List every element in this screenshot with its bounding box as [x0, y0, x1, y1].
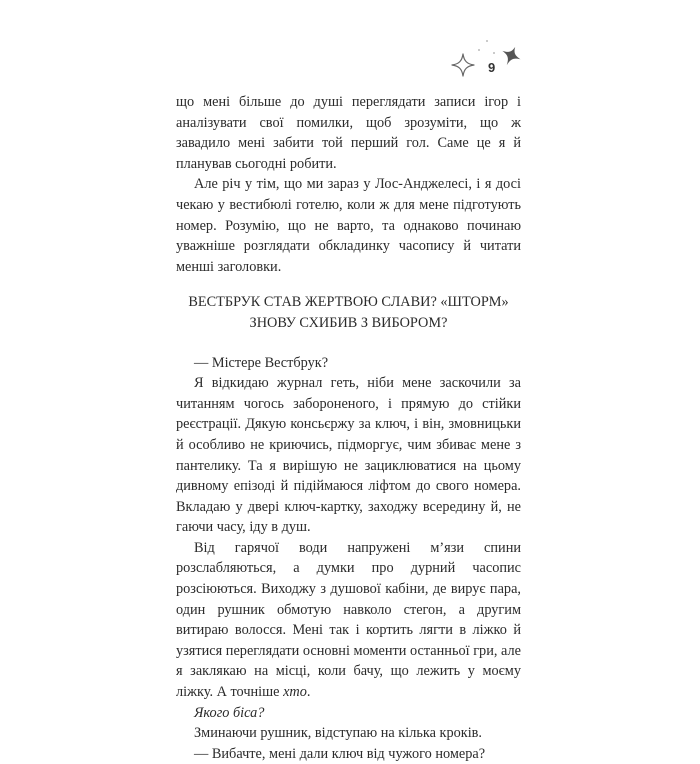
page-number: 9	[488, 60, 496, 75]
sparkle-dot	[478, 49, 480, 51]
magazine-headline: ВЕСТБРУК СТАВ ЖЕРТВОЮ СЛАВИ? «ШТОРМ» ЗНОВУ СХИБИВ З ВИБОРОМ?	[188, 294, 509, 331]
sparkle-dot	[486, 40, 488, 42]
paragraph: Але річ у тім, що ми зараз у Лос-Анджелесі, і я досі чекаю у вестибюлі готелю, коли ж для мене підготують номер. Розумію, що не варто, та однаково починаю уважніше розглядати обкладинку часопису й читати менші заголовки.	[176, 176, 521, 275]
emphasis-text: хто	[283, 684, 307, 701]
paragraph	[176, 538, 521, 703]
paragraph: Зминаючи рушник, відступаю на кілька кроків.	[194, 725, 483, 742]
paragraph: Я відкидаю журнал геть, ніби мене заскочили за читанням чогось забороненого, і прямую до стійки реєстрації. Дякую консьєржу за ключ, і він, змовницьки й особливо не криючись, підморгує, чим збиває мене з пантелику. Та я вирішую не зациклюватися на цьому дивному епізоді й підіймаюся ліфтом до свого номера. Вкладаю у двері ключ-картку, заходжу всередину й, не гаючи часу, іду в душ.	[176, 375, 521, 536]
star-filled-icon	[500, 45, 522, 67]
star-outline-icon	[450, 52, 476, 78]
sparkle-dot	[493, 52, 495, 54]
paragraph-text: Від гарячої води напружені м’язи спини розслабляються, а думки про дурний часопис розсіюються. Виходжу з душової кабіни, де вирує пара, один рушник обмотую навколо стегон, а другим витираю волосся. Мені так і кортить лягти в ліжко й узятися переглядати основні моменти останньої гри, але я заклякаю на місці, коли бачу, що лежить у моєму ліжку. А точніше	[176, 539, 521, 701]
body-text	[176, 92, 521, 764]
paragraph-end: .	[306, 684, 311, 701]
paragraph: що мені більше до душі переглядати записи ігор і аналізувати свої помилки, щоб зрозуміти, що ж завадило мені забити той перший гол. Саме це я й планував сьогодні робити.	[176, 94, 521, 172]
thought-line: Якого біса?	[194, 704, 265, 721]
dialogue-line: — Містере Вестбрук?	[194, 354, 329, 371]
dialogue-line: — Вибачте, мені дали ключ від чужого номера?	[194, 745, 486, 762]
